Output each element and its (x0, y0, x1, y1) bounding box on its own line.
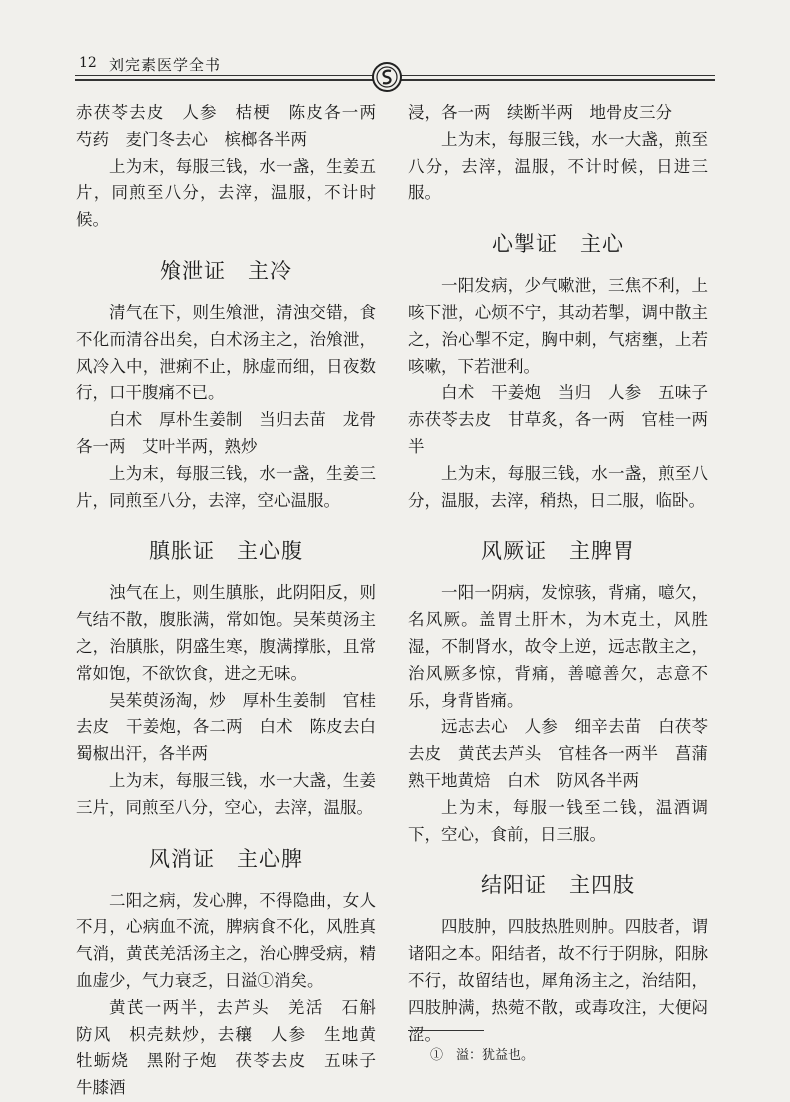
right-column (408, 100, 725, 1048)
preparation-method: 上为末，每服三钱，水一盏，煎至八分，温服，去滓，稍热，日二服，临卧。 (408, 463, 708, 510)
page-number: 12 (79, 55, 97, 71)
preparation-method: 上为末，每服一钱至二钱，温酒调下，空心，食前，日三服。 (408, 797, 708, 844)
preparation-method: 上为末，每服三钱，水一盏，生姜三片，同煎至八分，去滓，空心温服。 (76, 463, 376, 510)
preparation-method: 上为末，每服三钱，水一大盏，煎至八分，去滓，温服，不计时候，日进三服。 (408, 129, 708, 203)
section-heading: 风消证 主心脾 (149, 846, 303, 871)
formula-ingredients: 赤茯苓去皮 人参 桔梗 陈皮各一两 芍药 麦门冬去心 槟榔各半两 (76, 103, 393, 149)
formula-ingredients: 吴茱萸汤淘，炒 厚朴生姜制 官桂去皮 干姜炮，各二两 白术 陈皮去白 蜀椒出汗，各半两 (76, 690, 393, 764)
formula-ingredients: 白术 干姜炮 当归 人参 五味子 赤茯苓去皮 甘草炙，各一两 官桂一两半 (408, 383, 725, 456)
section-heading: 结阳证 主四肢 (481, 873, 635, 898)
section-heading: 飧泄证 主冷 (160, 258, 292, 283)
preparation-method: 上为末，每服三钱，水一盏，生姜五片，同煎至八分，去滓，温服，不计时候。 (76, 156, 376, 230)
section-heading: 䐜胀证 主心腹 (149, 539, 303, 564)
formula-ingredients: 黄芪一两半，去芦头 羌活 石斛 防风 枳壳麸炒，去穰 人参 生地黄 牡蛎烧 黑附子炮 茯苓去皮 五味子 牛膝酒 (76, 997, 393, 1098)
section-description: 一阳发病，少气嗽泄，三焦不利，上咳下泄，心烦不宁，其动若掣，调中散主之，治心掣不定，胸中刺，气痞壅，上若咳嗽，下若泄利。 (408, 276, 708, 376)
preparation-method: 上为末，每服三钱，水一大盏，生姜三片，同煎至八分，空心，去滓，温服。 (76, 770, 376, 817)
formula-ingredients: 浸，各一两 续断半两 地骨皮三分 (408, 103, 672, 122)
section-description: 浊气在上，则生䐜胀，此阴阳反，则气结不散，腹胀满，常如饱。吴茱萸汤主之，治䐜胀，阴盛生寒，腹满撑胀，且常常如饱，不欲饮食，进之无味。 (76, 583, 376, 683)
section-description: 清气在下，则生飧泄，清浊交错，食不化而清谷出矣，白术汤主之，治飧泄，风冷入中，泄痢不止，脉虚而细，日夜数行，口干腹痛不已。 (76, 302, 376, 403)
footnote: ① 溢：犹益也。 (430, 1048, 535, 1063)
section-heading: 心掣证 主心 (492, 232, 624, 257)
section-description: 四肢肿，四肢热胜则肿。四肢者，谓诸阳之本。阳结者，故不行于阴脉，阳脉不行，故留结也，犀角汤主之，治结阳，四肢肿满，热菀不散，或毒攻注，大便闷涩。 (408, 917, 708, 1044)
publisher-seal-icon (370, 60, 404, 94)
section-description: 二阳之病，发心脾，不得隐曲，女人不月，心病血不流，脾病食不化，风胜真气消，黄芪羌活汤主之，治心脾受病，精血虚少，气力衰乏，日溢①消矣。 (76, 890, 376, 990)
book-title: 刘完素医学全书 (109, 56, 222, 74)
section-heading: 风厥证 主脾胃 (481, 539, 635, 564)
footnote-rule (408, 1030, 484, 1031)
formula-ingredients: 远志去心 人参 细辛去苗 白茯苓去皮 黄芪去芦头 官桂各一两半 菖蒲 熟干地黄焙 白术 防风各半两 (408, 717, 725, 790)
left-column (76, 100, 393, 1102)
section-description: 一阳一阴病，发惊骇，背痛，噫欠，名风厥。盖胃土肝木，为木克土，风胜湿，不制肾水，故令上逆，远志散主之，治风厥多惊，背痛，善噫善欠，志意不乐，身背皆痛。 (408, 583, 708, 710)
formula-ingredients: 白术 厚朴生姜制 当归去苗 龙骨各一两 艾叶半两，熟炒 (76, 410, 376, 456)
